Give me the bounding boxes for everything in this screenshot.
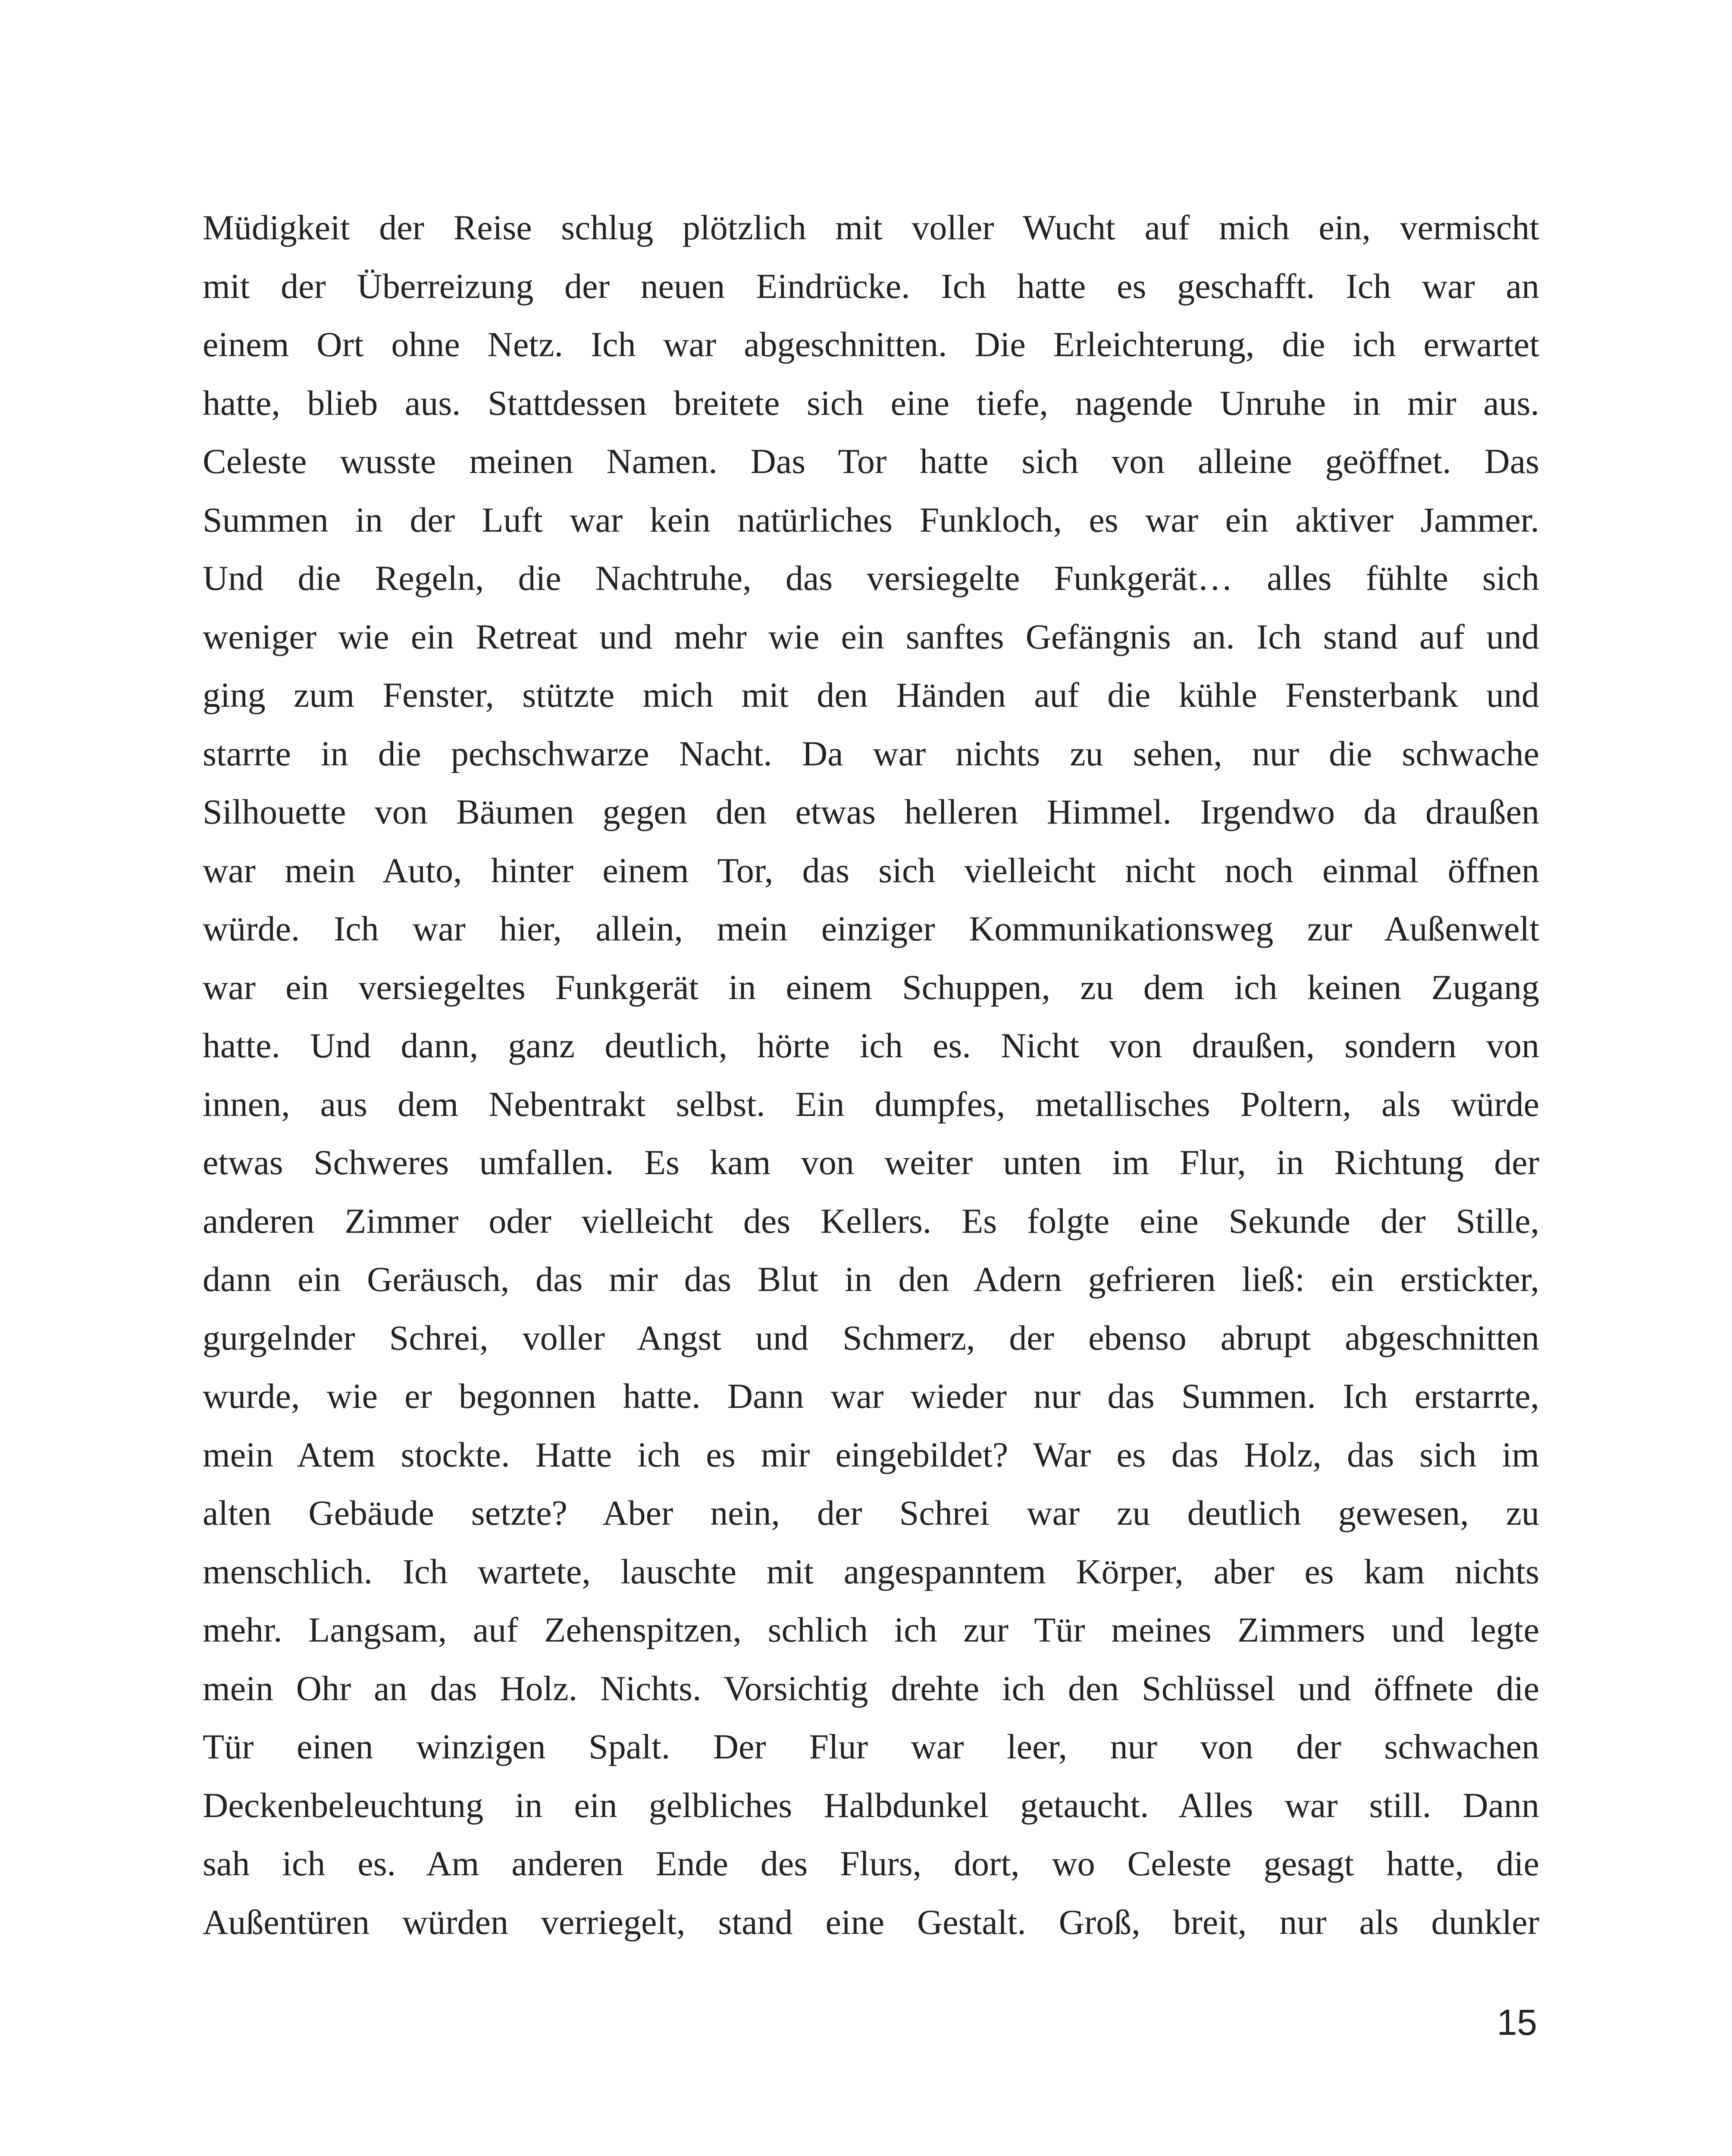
- text-line: starrte in die pechschwarze Nacht. Da war nichts zu sehen, nur die schwache: [203, 733, 1539, 773]
- text-line: Deckenbeleuchtung in ein gelbliches Halbdunkel getaucht. Alles war still. Dann: [203, 1785, 1539, 1825]
- text-line: Müdigkeit der Reise schlug plötzlich mit voller Wucht auf mich ein, vermischt: [203, 208, 1539, 247]
- text-line: anderen Zimmer oder vielleicht des Kellers. Es folgte eine Sekunde der Stille,: [203, 1201, 1539, 1241]
- text-line: menschlich. Ich wartete, lauschte mit angespanntem Körper, aber es kam nichts: [203, 1551, 1539, 1591]
- text-line: einem Ort ohne Netz. Ich war abgeschnitten. Die Erleichterung, die ich erwartet: [203, 325, 1539, 364]
- text-line: Tür einen winzigen Spalt. Der Flur war leer, nur von der schwachen: [203, 1727, 1539, 1766]
- body-text: [203, 198, 1539, 1951]
- text-line: gurgelnder Schrei, voller Angst und Schmerz, der ebenso abrupt abgeschnitten: [203, 1318, 1539, 1357]
- text-line: Silhouette von Bäumen gegen den etwas helleren Himmel. Irgendwo da draußen: [203, 792, 1539, 831]
- text-line: Außentüren würden verriegelt, stand eine Gestalt. Groß, breit, nur als dunkler: [203, 1902, 1539, 1942]
- text-line: ging zum Fenster, stützte mich mit den Händen auf die kühle Fensterbank und: [203, 675, 1539, 714]
- text-line: alten Gebäude setzte? Aber nein, der Schrei war zu deutlich gewesen, zu: [203, 1493, 1539, 1532]
- text-line: sah ich es. Am anderen Ende des Flurs, dort, wo Celeste gesagt hatte, die: [203, 1844, 1539, 1883]
- text-line: Summen in der Luft war kein natürliches Funkloch, es war ein aktiver Jammer.: [203, 500, 1539, 539]
- text-line: hatte, blieb aus. Stattdessen breitete sich eine tiefe, nagende Unruhe in mir aus.: [203, 383, 1539, 423]
- text-line: dann ein Geräusch, das mir das Blut in den Adern gefrieren ließ: ein erstickter,: [203, 1260, 1539, 1299]
- page-number: 15: [1497, 2002, 1537, 2043]
- text-line: etwas Schweres umfallen. Es kam von weiter unten im Flur, in Richtung der: [203, 1143, 1539, 1182]
- text-line: war mein Auto, hinter einem Tor, das sich vielleicht nicht noch einmal öffnen: [203, 850, 1539, 890]
- text-line: mein Atem stockte. Hatte ich es mir eingebildet? War es das Holz, das sich im: [203, 1435, 1539, 1474]
- text-line: mehr. Langsam, auf Zehenspitzen, schlich ich zur Tür meines Zimmers und legte: [203, 1610, 1539, 1649]
- text-line: war ein versiegeltes Funkgerät in einem Schuppen, zu dem ich keinen Zugang: [203, 967, 1539, 1007]
- text-line: wurde, wie er begonnen hatte. Dann war wieder nur das Summen. Ich erstarrte,: [203, 1376, 1539, 1416]
- text-line: weniger wie ein Retreat und mehr wie ein sanftes Gefängnis an. Ich stand auf und: [203, 617, 1539, 656]
- text-line: hatte. Und dann, ganz deutlich, hörte ich es. Nicht von draußen, sondern von: [203, 1026, 1539, 1065]
- text-line: mein Ohr an das Holz. Nichts. Vorsichtig drehte ich den Schlüssel und öffnete die: [203, 1668, 1539, 1708]
- text-line: innen, aus dem Nebentrakt selbst. Ein dumpfes, metallisches Poltern, als würde: [203, 1084, 1539, 1124]
- text-line: mit der Überreizung der neuen Eindrücke. Ich hatte es geschafft. Ich war an: [203, 266, 1539, 306]
- text-line: Und die Regeln, die Nachtruhe, das versiegelte Funkgerät… alles fühlte sich: [203, 558, 1539, 598]
- text-line: würde. Ich war hier, allein, mein einziger Kommunikationsweg zur Außenwelt: [203, 909, 1539, 948]
- text-line: Celeste wusste meinen Namen. Das Tor hatte sich von alleine geöffnet. Das: [203, 442, 1539, 481]
